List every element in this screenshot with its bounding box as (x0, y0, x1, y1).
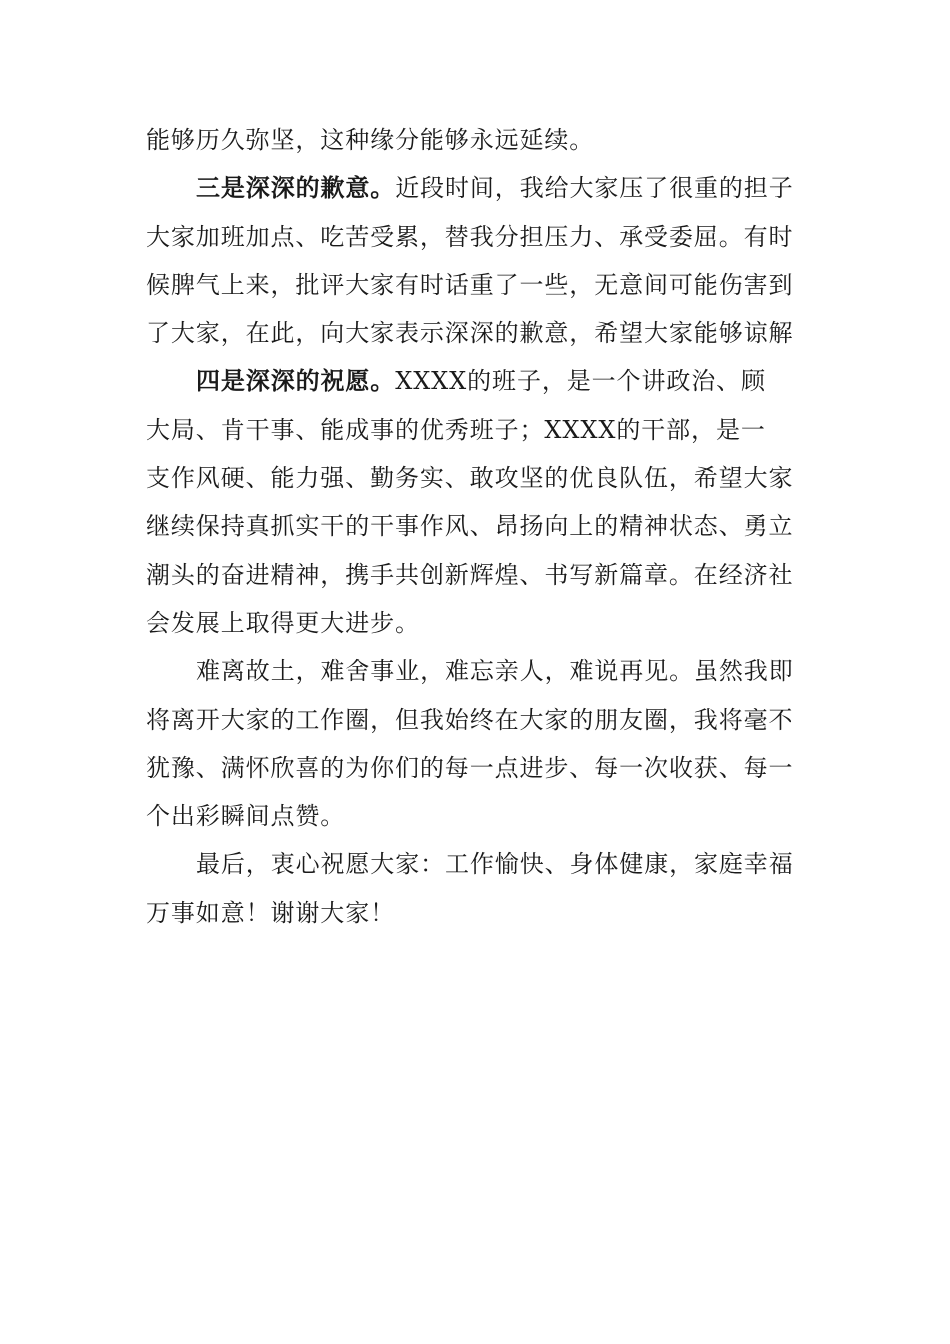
section-heading: 三是深深的歉意。 (196, 173, 396, 203)
text-line: 支作风硬、能力强、勤务实、敢攻坚的优良队伍，希望大家 (146, 464, 794, 493)
text-line: 万事如意！谢谢大家！ (146, 898, 395, 927)
text-line: 能够历久弥坚，这种缘分能够永远延续。 (146, 126, 595, 154)
text-line: 会发展上取得更大进步。 (146, 608, 420, 637)
text-line: 大家加班加点、吃苦受累，替我分担压力、承受委屈。有时 (146, 222, 794, 251)
text-line: 个出彩瞬间点赞。 (146, 802, 346, 831)
text-line: 最后，衷心祝愿大家：工作愉快、身体健康，家庭幸福 (196, 850, 794, 879)
text-line: 大局、肯干事、能成事的优秀班子；XXXX的干部，是一 (146, 415, 766, 444)
text-line: 难离故土，难舍事业，难忘亲人，难说再见。虽然我即 (196, 657, 794, 686)
document-body (146, 116, 808, 937)
text-line (146, 357, 808, 405)
text-line: 候脾气上来，批评大家有时话重了一些，无意间可能伤害到 (146, 270, 794, 299)
text-line (146, 164, 808, 212)
text-line: 潮头的奋进精神，携手共创新辉煌、书写新篇章。在经济社 (146, 560, 794, 589)
text-run: XXXX的班子，是一个讲政治、顾 (395, 367, 766, 396)
text-line: 继续保持真抓实干的干事作风、昂扬向上的精神状态、勇立 (146, 512, 794, 541)
section-heading: 四是深深的祝愿。 (196, 366, 396, 396)
text-line: 犹豫、满怀欣喜的为你们的每一点进步、每一次收获、每一 (146, 753, 794, 782)
text-line: 将离开大家的工作圈，但我始终在大家的朋友圈，我将毫不 (146, 705, 794, 734)
text-run: 近段时间，我给大家压了很重的担子 (395, 174, 794, 203)
text-line: 了大家，在此，向大家表示深深的歉意，希望大家能够谅解 (146, 319, 794, 348)
